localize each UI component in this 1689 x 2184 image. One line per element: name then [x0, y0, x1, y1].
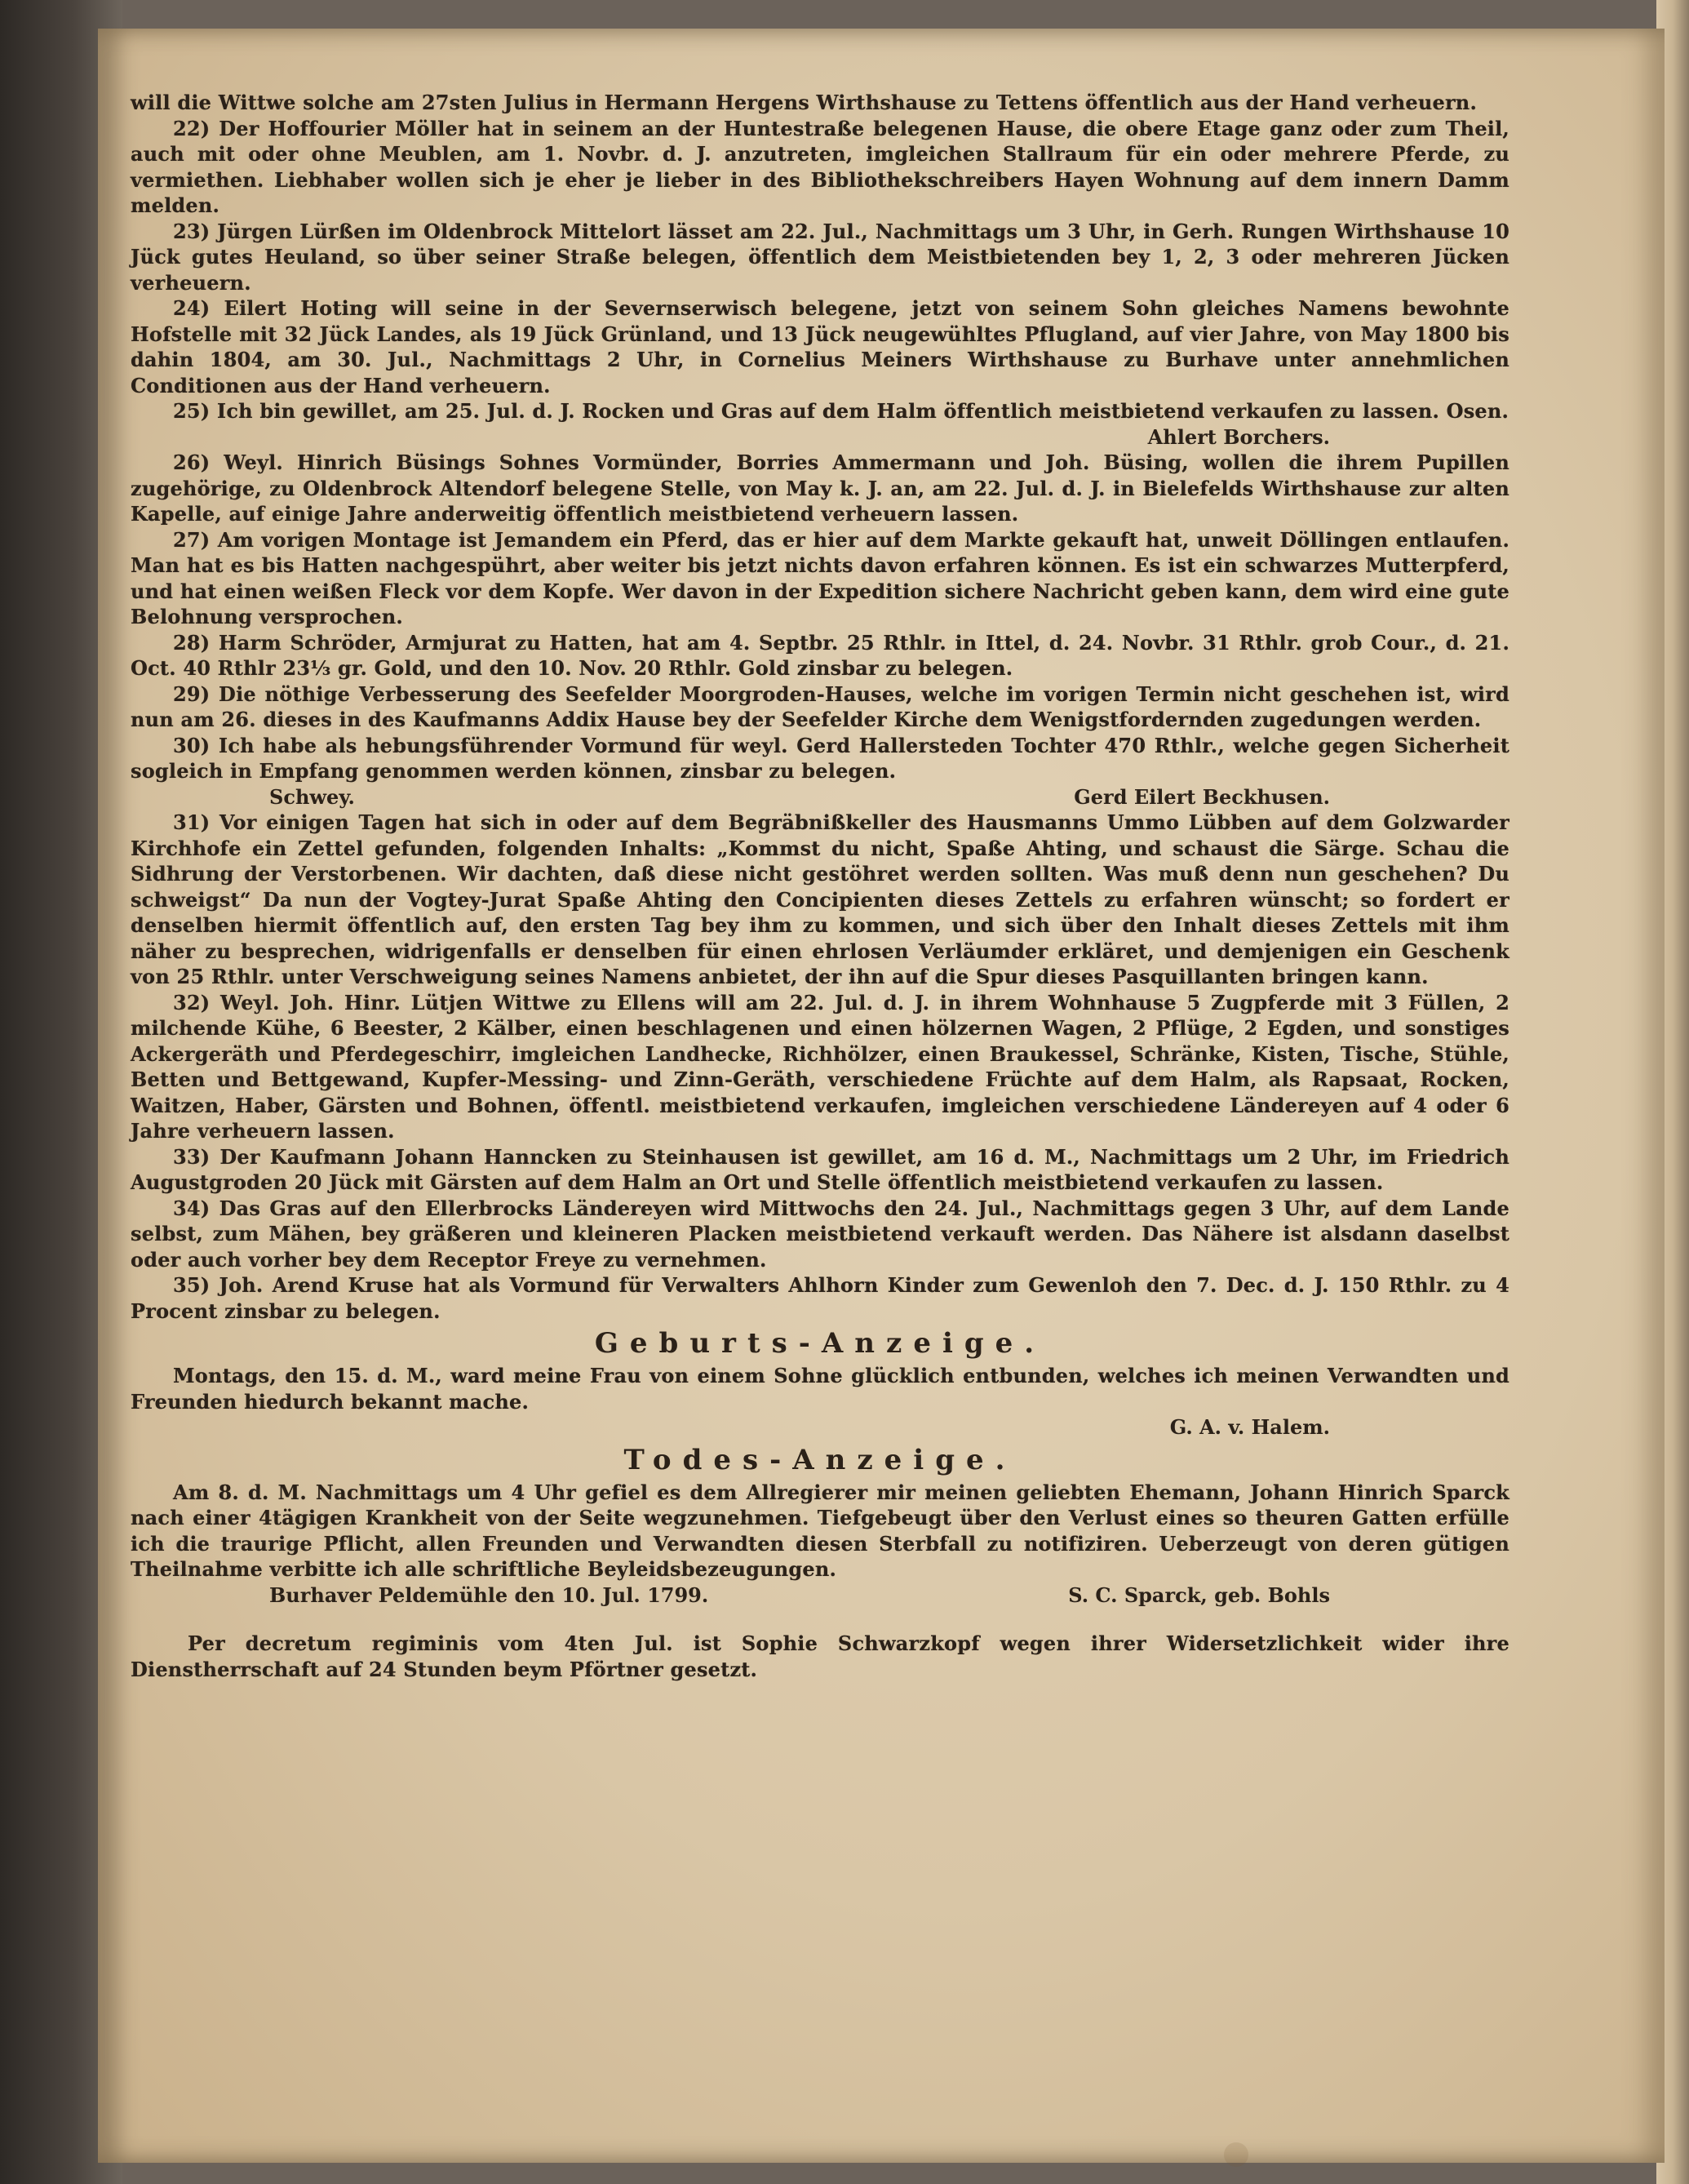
death-heading: Todes-Anzeige.	[623, 1443, 1017, 1476]
notice-27: 27) Am vorigen Montage ist Jemandem ein Pferd, das er hier auf dem Markte gekauft hat, unweit Döllingen entlaufen. Man hat es bis Hatten nachgespührt, aber weiter bis jetzt nichts davon erfahren können. Es ist ein schwarzes Mutterpferd, und hat einen weißen Fleck vor dem Kopfe. Wer davon in der Expedition sichere Nachricht geben kann, dem wird eine gute Belohnung versprochen.	[131, 527, 1509, 628]
birth-notice: Montags, den 15. d. M., ward meine Frau von einem Sohne glücklich entbunden, welches ich meinen Verwandten und Freunden hiedurch bekannt mache.	[131, 1364, 1509, 1414]
notice-35: 35) Joh. Arend Kruse hat als Vormund für Verwalters Ahlhorn Kinder zum Gewenloh den 7. Dec. d. J. 150 Rthlr. zu 4 Procent zinsbar zu belegen.	[131, 1273, 1509, 1323]
birth-heading: Geburts-Anzeige.	[594, 1327, 1046, 1360]
death-place-date: Burhaver Peldemühle den 10. Jul. 1799.	[269, 1583, 709, 1607]
notice-30-signature-row	[131, 784, 1509, 810]
birth-signature: G. A. v. Halem.	[1169, 1415, 1330, 1439]
notice-30-signature: Gerd Eilert Beckhusen.	[1074, 784, 1330, 809]
notice-25: 25) Ich bin gewillet, am 25. Jul. d. J. Rocken und Gras auf dem Halm öffentlich meistbietend verkaufen zu lassen. Osen.	[173, 399, 1509, 423]
notice-30-place: Schwey.	[269, 784, 355, 809]
notice-34: 34) Das Gras auf den Ellerbrocks Ländereyen wird Mittwochs den 24. Jul., Nachmittags gegen 3 Uhr, auf dem Lande selbst, zum Mähen, bey gräßeren und kleineren Placken meistbietend verkauft werden. Das Nähere ist alsdann daselbst oder auch vorher bey dem Receptor Freye zu vernehmen.	[131, 1196, 1509, 1272]
notice-26: 26) Weyl. Hinrich Büsings Sohnes Vormünder, Borries Ammermann und Joh. Büsing, wollen die ihrem Pupillen zugehörige, zu Oldenbrock Altendorf belegene Stelle, von May k. J. an, am 22. Jul. d. J. in Bielefelds Wirthshause zur alten Kapelle, auf einige Jahre anderweitig öffentlich meistbietend verheuern lassen.	[131, 451, 1509, 526]
page-text	[131, 90, 1509, 1682]
death-notice: Am 8. d. M. Nachmittags um 4 Uhr gefiel es dem Allregierer mir meinen geliebten Ehemann, Johann Hinrich Sparck nach einer 4tägigen Krankheit von der Seite wegzunehmen. Tiefgebeugt über den Verlust eines so theuren Gatten erfülle ich die traurige Pflicht, allen Freunden und Verwandten diesen Sterbfall zu notifiziren. Ueberzeugt von deren gütigen Theilnahme verbitte ich alle schriftliche Beyleidsbezeugungen.	[131, 1480, 1509, 1581]
notice-31: 31) Vor einigen Tagen hat sich in oder auf dem Begräbnißkeller des Hausmanns Ummo Lübben auf dem Golzwarder Kirchhofe ein Zettel gefunden, folgenden Inhalts: „Kommst du nicht, Spaße Ahting, und schaust die Särge. Schau die Sidhrung der Verstorbenen. Wir dachten, daß diese nicht gestöhret werden sollten. Was muß denn nun geschehen? Du schweigst“ Da nun der Vogtey-Jurat Spaße Ahting den Concipienten dieses Zettels zu erfahren wünscht; so fordert er denselben hiermit öffentlich auf, den ersten Tag bey ihm zu kommen, und sich über den Inhalt dieses Zettels mit ihm näher zu besprechen, widrigenfalls er denselben für einen ehrlosen Verläumder erkläret, und demjenigen ein Geschenk von 25 Rthlr. unter Verschweigung seines Namens anbietet, der ihn auf die Spur dieses Pasquillanten bringen kann.	[131, 810, 1509, 988]
notice-28: 28) Harm Schröder, Armjurat zu Hatten, hat am 4. Septbr. 25 Rthlr. in Ittel, d. 24. Novbr. 31 Rthlr. grob Cour., d. 21. Oct. 40 Rthlr 23⅓ gr. Gold, und den 10. Nov. 20 Rthlr. Gold zinsbar zu belegen.	[131, 630, 1509, 680]
notice-25-signature: Ahlert Borchers.	[1147, 424, 1330, 449]
notice-32: 32) Weyl. Joh. Hinr. Lütjen Wittwe zu Ellens will am 22. Jul. d. J. in ihrem Wohnhause 5 Zugpferde mit 3 Füllen, 2 milchende Kühe, 6 Beester, 2 Kälber, einen beschlagenen und einen hölzernen Wagen, 2 Pflüge, 2 Egden, und sonstiges Ackergeräth und Pferdegeschirr, imgleichen Landhecke, Richhölzer, einen Braukessel, Schränke, Kisten, Tische, Stühle, Betten und Bettgewand, Kupfer-Messing- und Zinn-Geräth, verschiedene Früchte auf dem Halm, als Rapsaat, Rocken, Waitzen, Haber, Gärsten und Bohnen, öffentl. meistbietend verkaufen, imgleichen verschiedene Ländereyen auf 4 oder 6 Jahre verheuern lassen.	[131, 990, 1509, 1143]
death-signature: S. C. Sparck, geb. Bohls	[1068, 1583, 1330, 1607]
notice-23: 23) Jürgen Lürßen im Oldenbrock Mittelort lässet am 22. Jul., Nachmittags um 3 Uhr, in Gerh. Rungen Wirthshause 10 Jück gutes Heuland, so über seiner Straße belegen, öffentlich dem Meistbietenden bey 1, 2, 3 oder mehreren Jücken verheuern.	[131, 219, 1509, 295]
notice-30: 30) Ich habe als hebungsführender Vormund für weyl. Gerd Hallersteden Tochter 470 Rthlr., welche gegen Sicherheit sogleich in Empfang genommen werden können, zinsbar zu belegen.	[131, 733, 1509, 783]
notice-22: 22) Der Hoffourier Möller hat in seinem an der Huntestraße belegenen Hause, die obere Etage ganz oder zum Theil, auch mit oder ohne Meublen, am 1. Novbr. d. J. anzutreten, imgleichen Stallraum für ein oder mehrere Pferde, zu vermiethen. Liebhaber wollen sich je eher je lieber in des Bibliothekschreibers Hayen Wohnung auf dem innern Damm melden.	[131, 116, 1509, 217]
notice-continuation: will die Wittwe solche am 27sten Julius in Hermann Hergens Wirthshause zu Tettens öffentlich aus der Hand verheuern.	[131, 91, 1477, 114]
notice-24: 24) Eilert Hoting will seine in der Severnserwisch belegene, jetzt von seinem Sohn gleiches Namens bewohnte Hofstelle mit 32 Jück Landes, als 19 Jück Grünland, und 13 Jück neugewühltes Pflugland, auf vier Jahre, von May 1800 bis dahin 1804, am 30. Jul., Nachmittags 2 Uhr, in Cornelius Meiners Wirthshause zu Burhave unter annehmlichen Conditionen aus der Hand verheuern.	[131, 296, 1509, 397]
death-signature-row	[131, 1583, 1509, 1609]
notice-25-signature-row	[131, 424, 1509, 451]
paper-stain	[1224, 2142, 1248, 2167]
decree-notice: Per decretum regiminis vom 4ten Jul. ist Sophie Schwarzkopf wegen ihrer Widersetzlichkeit wider ihre Dienstherrschaft auf 24 Stunden beym Pförtner gesetzt.	[131, 1631, 1509, 1681]
birth-signature-row	[131, 1414, 1509, 1440]
notice-29: 29) Die nöthige Verbesserung des Seefelder Moorgroden-Hauses, welche im vorigen Termin nicht geschehen ist, wird nun am 26. dieses in des Kaufmanns Addix Hause bey der Seefelder Kirche dem Wenigstfordernden zugedungen werden.	[131, 681, 1509, 731]
notice-33: 33) Der Kaufmann Johann Hanncken zu Steinhausen ist gewillet, am 16 d. M., Nachmittags um 2 Uhr, im Friedrich Augustgroden 20 Jück mit Gärsten auf dem Halm an Ort und Stelle öffentlich meistbietend verkaufen zu lassen.	[131, 1144, 1509, 1194]
